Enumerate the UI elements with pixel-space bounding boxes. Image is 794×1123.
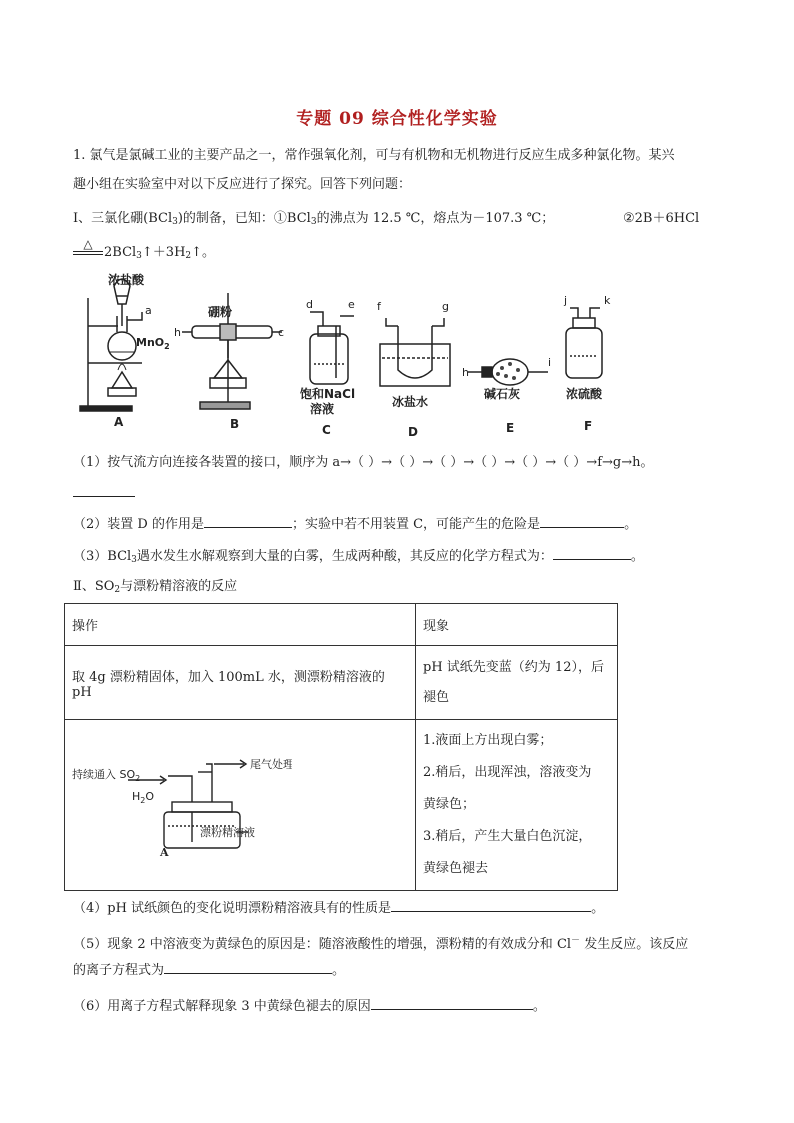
question-5-line1: （5）现象 2 中溶液变为黄绿色的原因是：随溶液酸性的增强，漂粉精的有效成分和 Cl－ 发生反应。该反应 [73, 936, 689, 952]
bottle-c [310, 334, 348, 384]
table-header-phenomenon: 现象 [416, 604, 618, 646]
answer-blank-q4[interactable] [391, 898, 591, 912]
u-tube-d [398, 326, 432, 378]
svg-text:h: h [462, 366, 469, 379]
svg-text:冰盐水: 冰盐水 [392, 395, 429, 409]
experiment-table [64, 603, 618, 891]
answer-blank-q1[interactable] [73, 496, 135, 497]
answer-blank-q3[interactable] [553, 546, 631, 560]
svg-text:i: i [548, 356, 552, 369]
question-4: （4）pH 试纸颜色的变化说明漂粉精溶液具有的性质是 。 [73, 898, 723, 920]
svg-text:g: g [442, 300, 449, 313]
label-a-top: 浓盐酸 [108, 273, 145, 287]
svg-text:饱和NaCl: 饱和NaCl [300, 387, 356, 401]
svg-text:持续通入 SO2: 持续通入 $SO_2$ [72, 767, 141, 783]
bottle-f [566, 328, 602, 378]
question-1: （1）按气流方向连接各装置的接口，顺序为 a→（ ）→（ ）→（ ）→（ ）→（ ）→（ ）→f→g→h。 [73, 455, 654, 470]
svg-text:硼粉: 硼粉 [208, 305, 233, 319]
question-2: （2）装置 D 的作用是 ；实验中若不用装置 C，可能产生的危险是 。 [73, 514, 723, 536]
question-3: （3）BCl$_3$遇水发生水解观察到大量的白雾，生成两种酸，其反应的化学方程式为： 。 [73, 546, 723, 571]
equals-line-top [73, 251, 103, 252]
page-title: 专题 09 综合性化学实验 [296, 109, 498, 129]
experiment-diagram [72, 742, 292, 852]
answer-blank-q2b[interactable] [540, 514, 624, 528]
svg-text:h: h [174, 326, 181, 339]
svg-text:浓硫酸: 浓硫酸 [566, 387, 603, 401]
svg-text:a: a [145, 304, 152, 317]
svg-text:MnO2: MnO$_2$ [136, 336, 170, 351]
svg-text:k: k [604, 294, 611, 307]
svg-text:j: j [564, 294, 568, 307]
label-c: C [322, 423, 331, 437]
reaction-product: $2BCl_3↑+3H_2↑$。 [104, 245, 216, 261]
part1-heading: Ⅰ、三氯化硼(BCl$_3$)的制备，已知：①BCl$_3$的沸点为 12.5 ℃，熔点为－107.3 ℃； [73, 211, 555, 227]
inlet-tube [168, 776, 192, 802]
answer-blank-q5[interactable] [164, 960, 332, 974]
reaction-part2: ②2B＋6HCl [623, 211, 700, 226]
flask-a [108, 332, 136, 360]
label-a: A [114, 415, 124, 429]
svg-text:f: f [377, 300, 381, 313]
stand-base-b [200, 402, 250, 409]
part2-heading: Ⅱ、$SO_2$与漂粉精溶液的反应 [73, 579, 238, 595]
svg-text:溶液: 溶液 [310, 402, 335, 416]
q1-intro-line2: 趣小组在实验室中对以下反应进行了探究。回答下列问题： [73, 177, 412, 192]
table-row2-phenomenon: 1.液面上方出现白雾； 2.稍后，出现浑浊，溶液变为 黄绿色； 3.稍后，产生大量白色沉淀， 黄绿色褪去 [416, 720, 618, 891]
table-header-operation: 操作 [65, 604, 416, 646]
label-b: B [230, 417, 240, 431]
answer-blank-q2a[interactable] [204, 514, 292, 528]
table-row1-operation: 取 4g 漂粉精固体，加入 100mL 水，测漂粉精溶液的 pH [65, 646, 416, 720]
apparatus-figure [70, 268, 630, 443]
question-6: （6）用离子方程式解释现象 3 中黄绿色褪去的原因 。 [73, 996, 723, 1018]
answer-blank-q6[interactable] [371, 996, 533, 1010]
ice-bath-d [380, 344, 450, 386]
table-row2-operation: 持续通入 $SO_2$ $H_2O$ 尾气处理 漂粉精溶液 A [65, 720, 416, 891]
table-row1-phenomenon: pH 试纸先变蓝（约为 12），后 褪色 [416, 646, 618, 720]
label-f: F [584, 419, 593, 433]
svg-text:碱石灰: 碱石灰 [484, 387, 521, 401]
q1-intro-line1: 1. 氯气是氯碱工业的主要产品之一，常作强氧化剂，可与有机物和无机物进行反应生成多种氯化物。某兴 [73, 148, 675, 163]
svg-text:尾气处理: 尾气处理 [250, 757, 292, 771]
question-5-line2: 的离子方程式为 。 [73, 960, 723, 982]
svg-text:漂粉精溶液: 漂粉精溶液 [200, 825, 255, 839]
svg-text:c: c [278, 326, 285, 339]
heat-condition: △ [83, 237, 93, 251]
label-e: E [506, 421, 515, 435]
label-d: D [408, 425, 418, 439]
svg-text:H2O: $H_2O$ [132, 789, 155, 805]
svg-text:d: d [306, 298, 313, 311]
svg-text:e: e [348, 298, 355, 311]
bottle-cap [172, 802, 232, 812]
stand-base-a [80, 406, 132, 411]
equals-line-bottom [73, 254, 103, 255]
